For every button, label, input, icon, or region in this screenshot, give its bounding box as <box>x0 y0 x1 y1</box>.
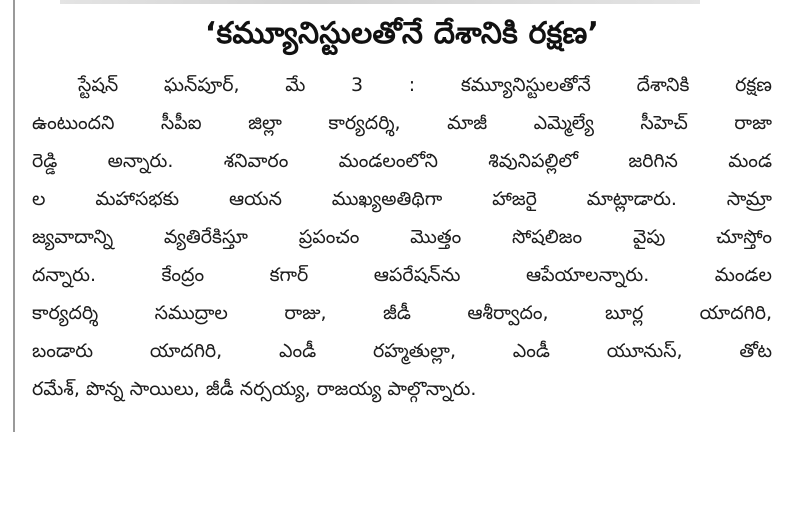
body-line: దన్నారు. కేంద్రం కగార్ ఆపరేషన్‌ను ఆపేయాలన్నారు. మండల <box>32 264 772 286</box>
body-line: రమేశ్, పొన్న సాయిలు, జీడీ నర్సయ్య, రాజయ్య పాల్గొన్నారు. <box>32 378 477 400</box>
body-line: బండారు యాదగిరి, ఎండీ రహ్మతుల్లా, ఎండీ యూనుస్, తోట <box>32 340 772 362</box>
body-line: జ్యవాదాన్ని వ్యతిరేకిస్తూ ప్రపంచం మొత్తం సోషలిజం వైపు చూస్తోం <box>32 226 772 248</box>
body-line: రెడ్డి అన్నారు. శనివారం మండలంలోని శివునిపల్లిలో జరిగిన మండ <box>32 150 772 172</box>
headline: ‘కమ్యూనిస్టులతోనే దేశానికి రక్షణ’ <box>204 16 600 51</box>
news-clipping <box>32 10 772 408</box>
article-body <box>32 66 772 408</box>
top-clipping-edge <box>60 0 700 4</box>
body-line: ల మహాసభకు ఆయన ముఖ్యఅతిథిగా హాజరై మాట్లాడారు. సామ్రా <box>32 188 772 210</box>
body-line: కార్యదర్శి సముద్రాల రాజు, జీడీ ఆశీర్వాదం, బూర్ల యాదగిరి, <box>32 302 772 324</box>
body-line: స్టేషన్ ఘన్‌పూర్, మే 3 : కమ్యూనిస్టులతోనే దేశానికి రక్షణ <box>78 74 772 96</box>
body-line: ఉంటుందని సీపీఐ జిల్లా కార్యదర్శి, మాజీ ఎమ్మెల్యే సీహెచ్ రాజా <box>32 112 772 134</box>
column-divider-line <box>13 0 15 432</box>
